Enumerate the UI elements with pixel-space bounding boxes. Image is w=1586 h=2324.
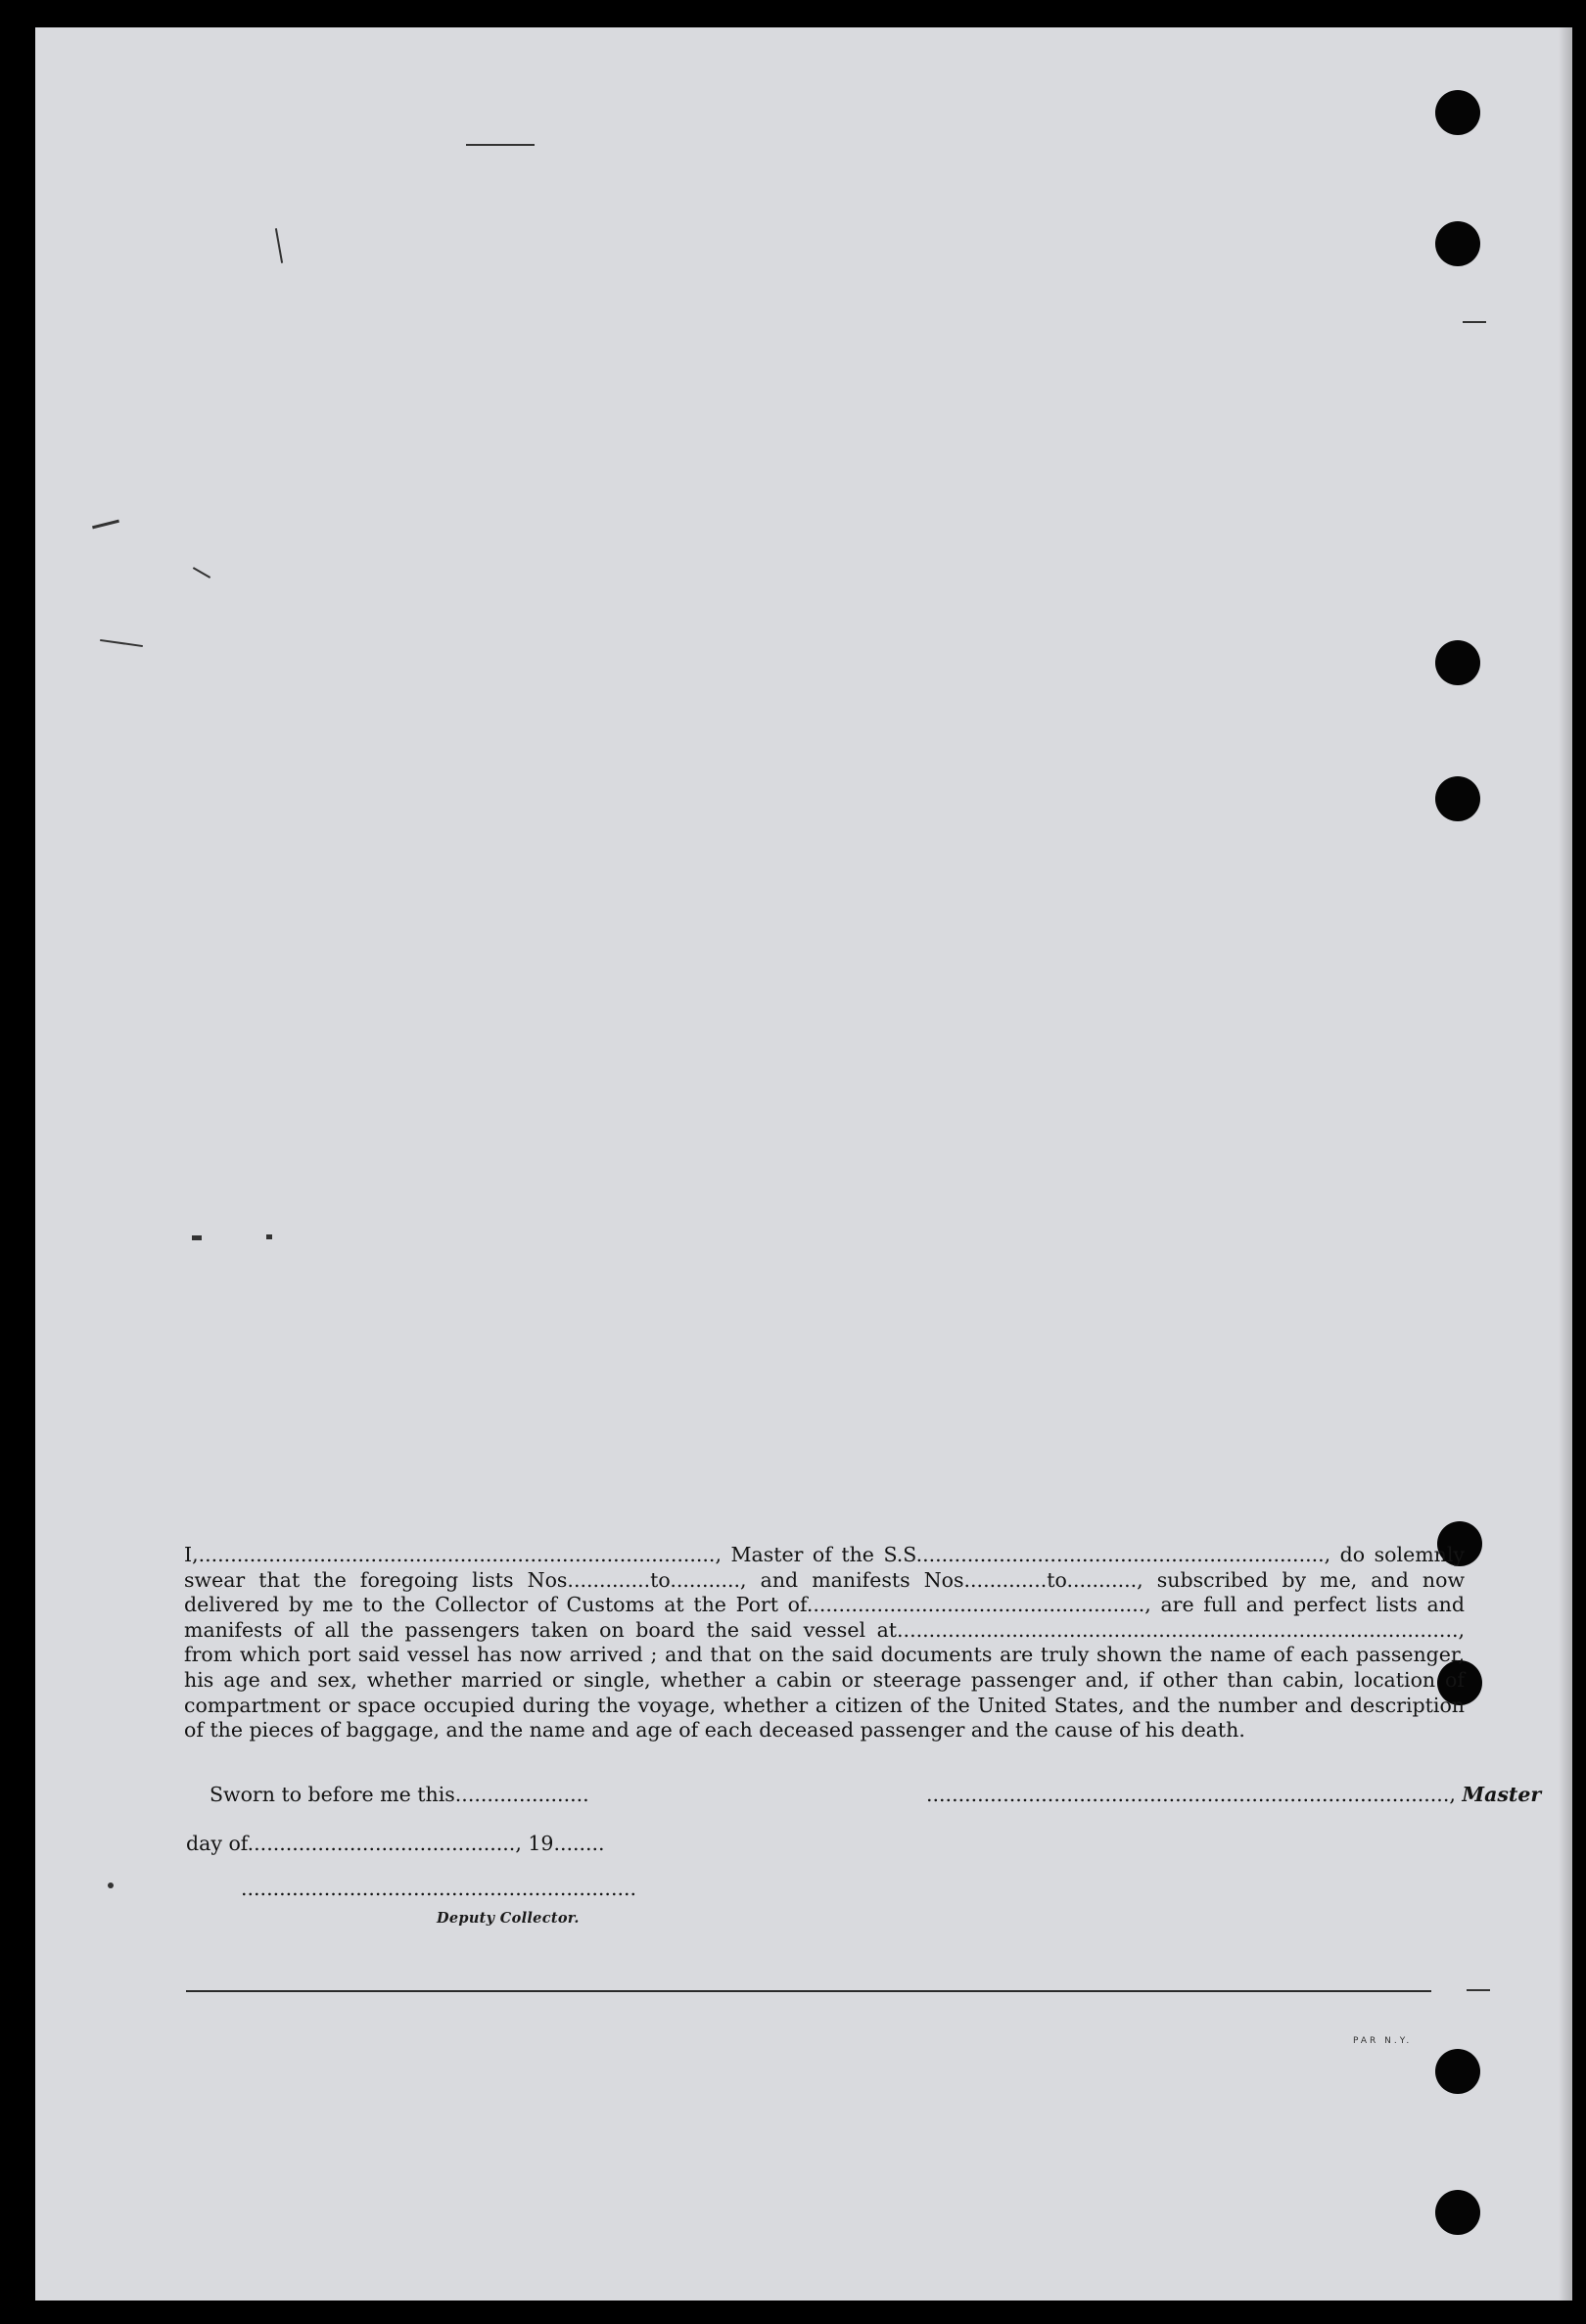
manifest-page <box>35 27 1572 2301</box>
deputy-collector-label: Deputy Collector. <box>437 1910 580 1927</box>
oath-paragraph <box>184 1543 1465 1743</box>
master-signature-line <box>926 1783 1541 1806</box>
deputy-signature-line <box>241 1877 636 1900</box>
deputy-dots: .............................................................. <box>241 1877 637 1900</box>
day-text: day of.........................................., 19........ <box>186 1832 605 1855</box>
binder-hole <box>1435 776 1480 821</box>
sworn-text: Sworn to before me this..................... <box>210 1783 589 1806</box>
pencil-mark <box>193 567 210 579</box>
binder-hole <box>1435 2049 1480 2094</box>
binder-hole <box>1435 2190 1480 2235</box>
pencil-mark <box>1463 321 1486 323</box>
pencil-mark <box>266 1234 272 1239</box>
binder-hole <box>1435 90 1480 135</box>
binder-hole <box>1435 640 1480 685</box>
sworn-line <box>210 1783 589 1806</box>
day-line <box>186 1832 605 1855</box>
printer-mark: PAR N.Y. <box>1353 2036 1413 2046</box>
master-label: Master <box>1462 1783 1542 1806</box>
pencil-mark <box>92 520 119 530</box>
binder-hole <box>1435 221 1480 266</box>
pencil-mark <box>466 144 535 146</box>
pencil-mark <box>192 1235 202 1240</box>
pencil-mark <box>108 1882 114 1888</box>
pencil-mark <box>1467 1989 1490 1991</box>
pencil-mark <box>275 228 283 263</box>
horizontal-rule <box>186 1990 1431 1992</box>
oath-text: I,................................................................................., Master of the S.S................................................................, do solemnly swear that the foregoing lists Nos.............to..........., and manifests Nos.............to..........., subscribed by me, and now delivered by me to the Collector of Customs at the Port of....................................................., are full and perfect lists and manifests of all the passengers taken on board the said vessel at........................................................................................, from which port said vessel has now arrived ; and that on the said documents are truly shown the name of each passenger, his age and sex, whether married or single, whether a cabin or steerage passenger and, if other than cabin, location of compartment or space occupied during the voyage, whether a citizen of the United States, and the number and description of the pieces of baggage, and the name and age of each deceased passenger and the cause of his death. <box>184 1543 1465 1743</box>
pencil-mark <box>100 639 143 647</box>
master-dots: .................................................................................., <box>926 1783 1456 1806</box>
